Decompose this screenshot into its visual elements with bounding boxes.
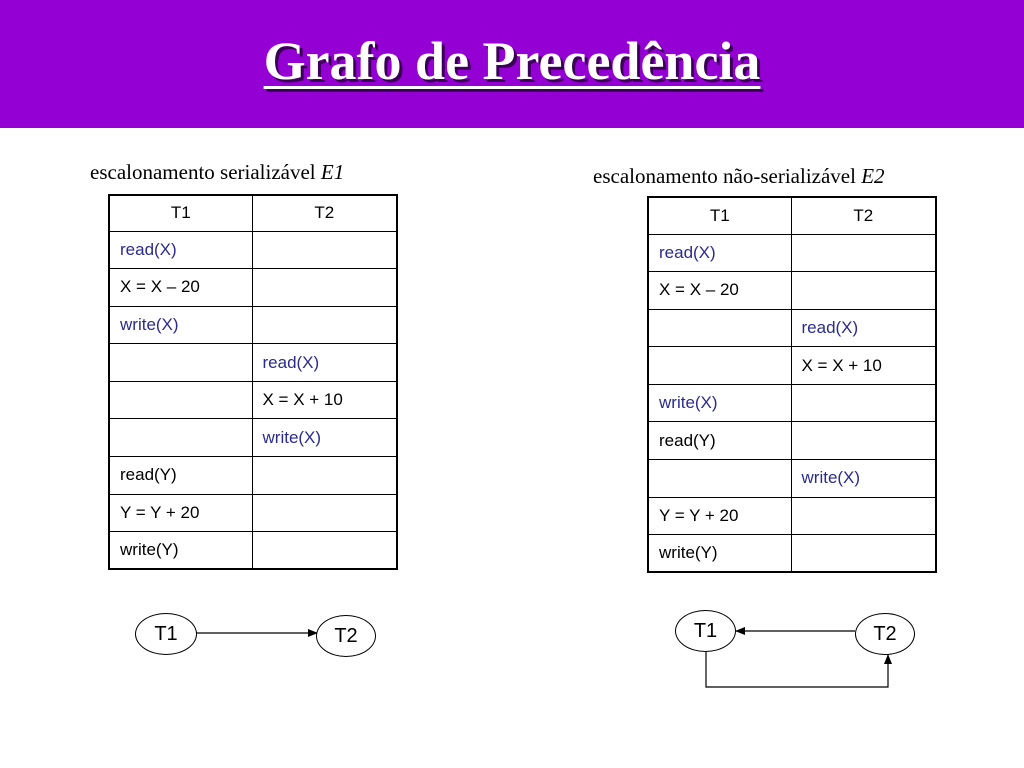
cell-t1: write(Y) [648, 535, 791, 573]
table-row [109, 457, 397, 495]
schedule-e2-table [647, 196, 937, 573]
cell-t1: write(Y) [109, 532, 252, 570]
table-row [109, 419, 397, 457]
cell-t2 [791, 234, 936, 272]
table-row [109, 344, 397, 382]
table-row [648, 422, 936, 460]
cell-t2 [252, 269, 397, 307]
table-row [109, 306, 397, 344]
schedule-e2-caption-name: E2 [861, 164, 885, 188]
slide-title: Grafo de Precedência [263, 31, 761, 91]
e1-node-t2: T2 [316, 615, 376, 657]
cell-t1: read(Y) [109, 457, 252, 495]
schedule-e1-table [108, 194, 398, 570]
table-row [648, 234, 936, 272]
cell-t2 [791, 384, 936, 422]
column-header-t2: T2 [252, 195, 397, 231]
schedule-e2-caption [593, 164, 885, 189]
column-header-t1: T1 [109, 195, 252, 231]
cell-t1: X = X – 20 [648, 272, 791, 310]
cell-t1 [648, 309, 791, 347]
cell-t1: Y = Y + 20 [109, 494, 252, 532]
schedule-e1-caption-text: escalonamento serializável [90, 160, 321, 184]
cell-t1 [648, 347, 791, 385]
column-header-t2: T2 [791, 197, 936, 234]
e2-node-t1: T1 [675, 610, 736, 652]
table-header-row [109, 195, 397, 231]
table-row [109, 231, 397, 269]
cell-t2 [252, 306, 397, 344]
table-row [648, 460, 936, 498]
cell-t2 [252, 231, 397, 269]
cell-t2 [791, 272, 936, 310]
cell-t1: read(Y) [648, 422, 791, 460]
cell-t2 [252, 532, 397, 570]
table-row [109, 381, 397, 419]
table-row [648, 535, 936, 573]
cell-t2 [791, 422, 936, 460]
cell-t1 [109, 344, 252, 382]
cell-t2 [791, 497, 936, 535]
table-row [648, 309, 936, 347]
cell-t2 [252, 494, 397, 532]
cell-t2 [791, 535, 936, 573]
cell-t2: read(X) [791, 309, 936, 347]
column-header-t1: T1 [648, 197, 791, 234]
schedule-e1-caption-name: E1 [320, 160, 345, 184]
cell-t2: write(X) [791, 460, 936, 498]
cell-t1: Y = Y + 20 [648, 497, 791, 535]
table-row [648, 384, 936, 422]
cell-t1: read(X) [109, 231, 252, 269]
table-header-row [648, 197, 936, 234]
e2-node-t2: T2 [855, 613, 915, 655]
schedule-e1-caption [90, 160, 344, 185]
e2-edge-t1-to-t2 [706, 650, 888, 687]
cell-t2 [252, 457, 397, 495]
cell-t2: read(X) [252, 344, 397, 382]
table-row [648, 497, 936, 535]
table-row [109, 269, 397, 307]
e1-node-t1: T1 [135, 613, 197, 655]
cell-t1 [109, 419, 252, 457]
table-row [648, 272, 936, 310]
cell-t2: write(X) [252, 419, 397, 457]
cell-t1: X = X – 20 [109, 269, 252, 307]
table-row [648, 347, 936, 385]
table-row [109, 494, 397, 532]
table-row [109, 532, 397, 570]
schedule-e2-caption-text: escalonamento não-serializável [593, 164, 862, 188]
cell-t2: X = X + 10 [252, 381, 397, 419]
cell-t1: write(X) [648, 384, 791, 422]
cell-t1: write(X) [109, 306, 252, 344]
cell-t1 [109, 381, 252, 419]
cell-t1: read(X) [648, 234, 791, 272]
cell-t1 [648, 460, 791, 498]
cell-t2: X = X + 10 [791, 347, 936, 385]
